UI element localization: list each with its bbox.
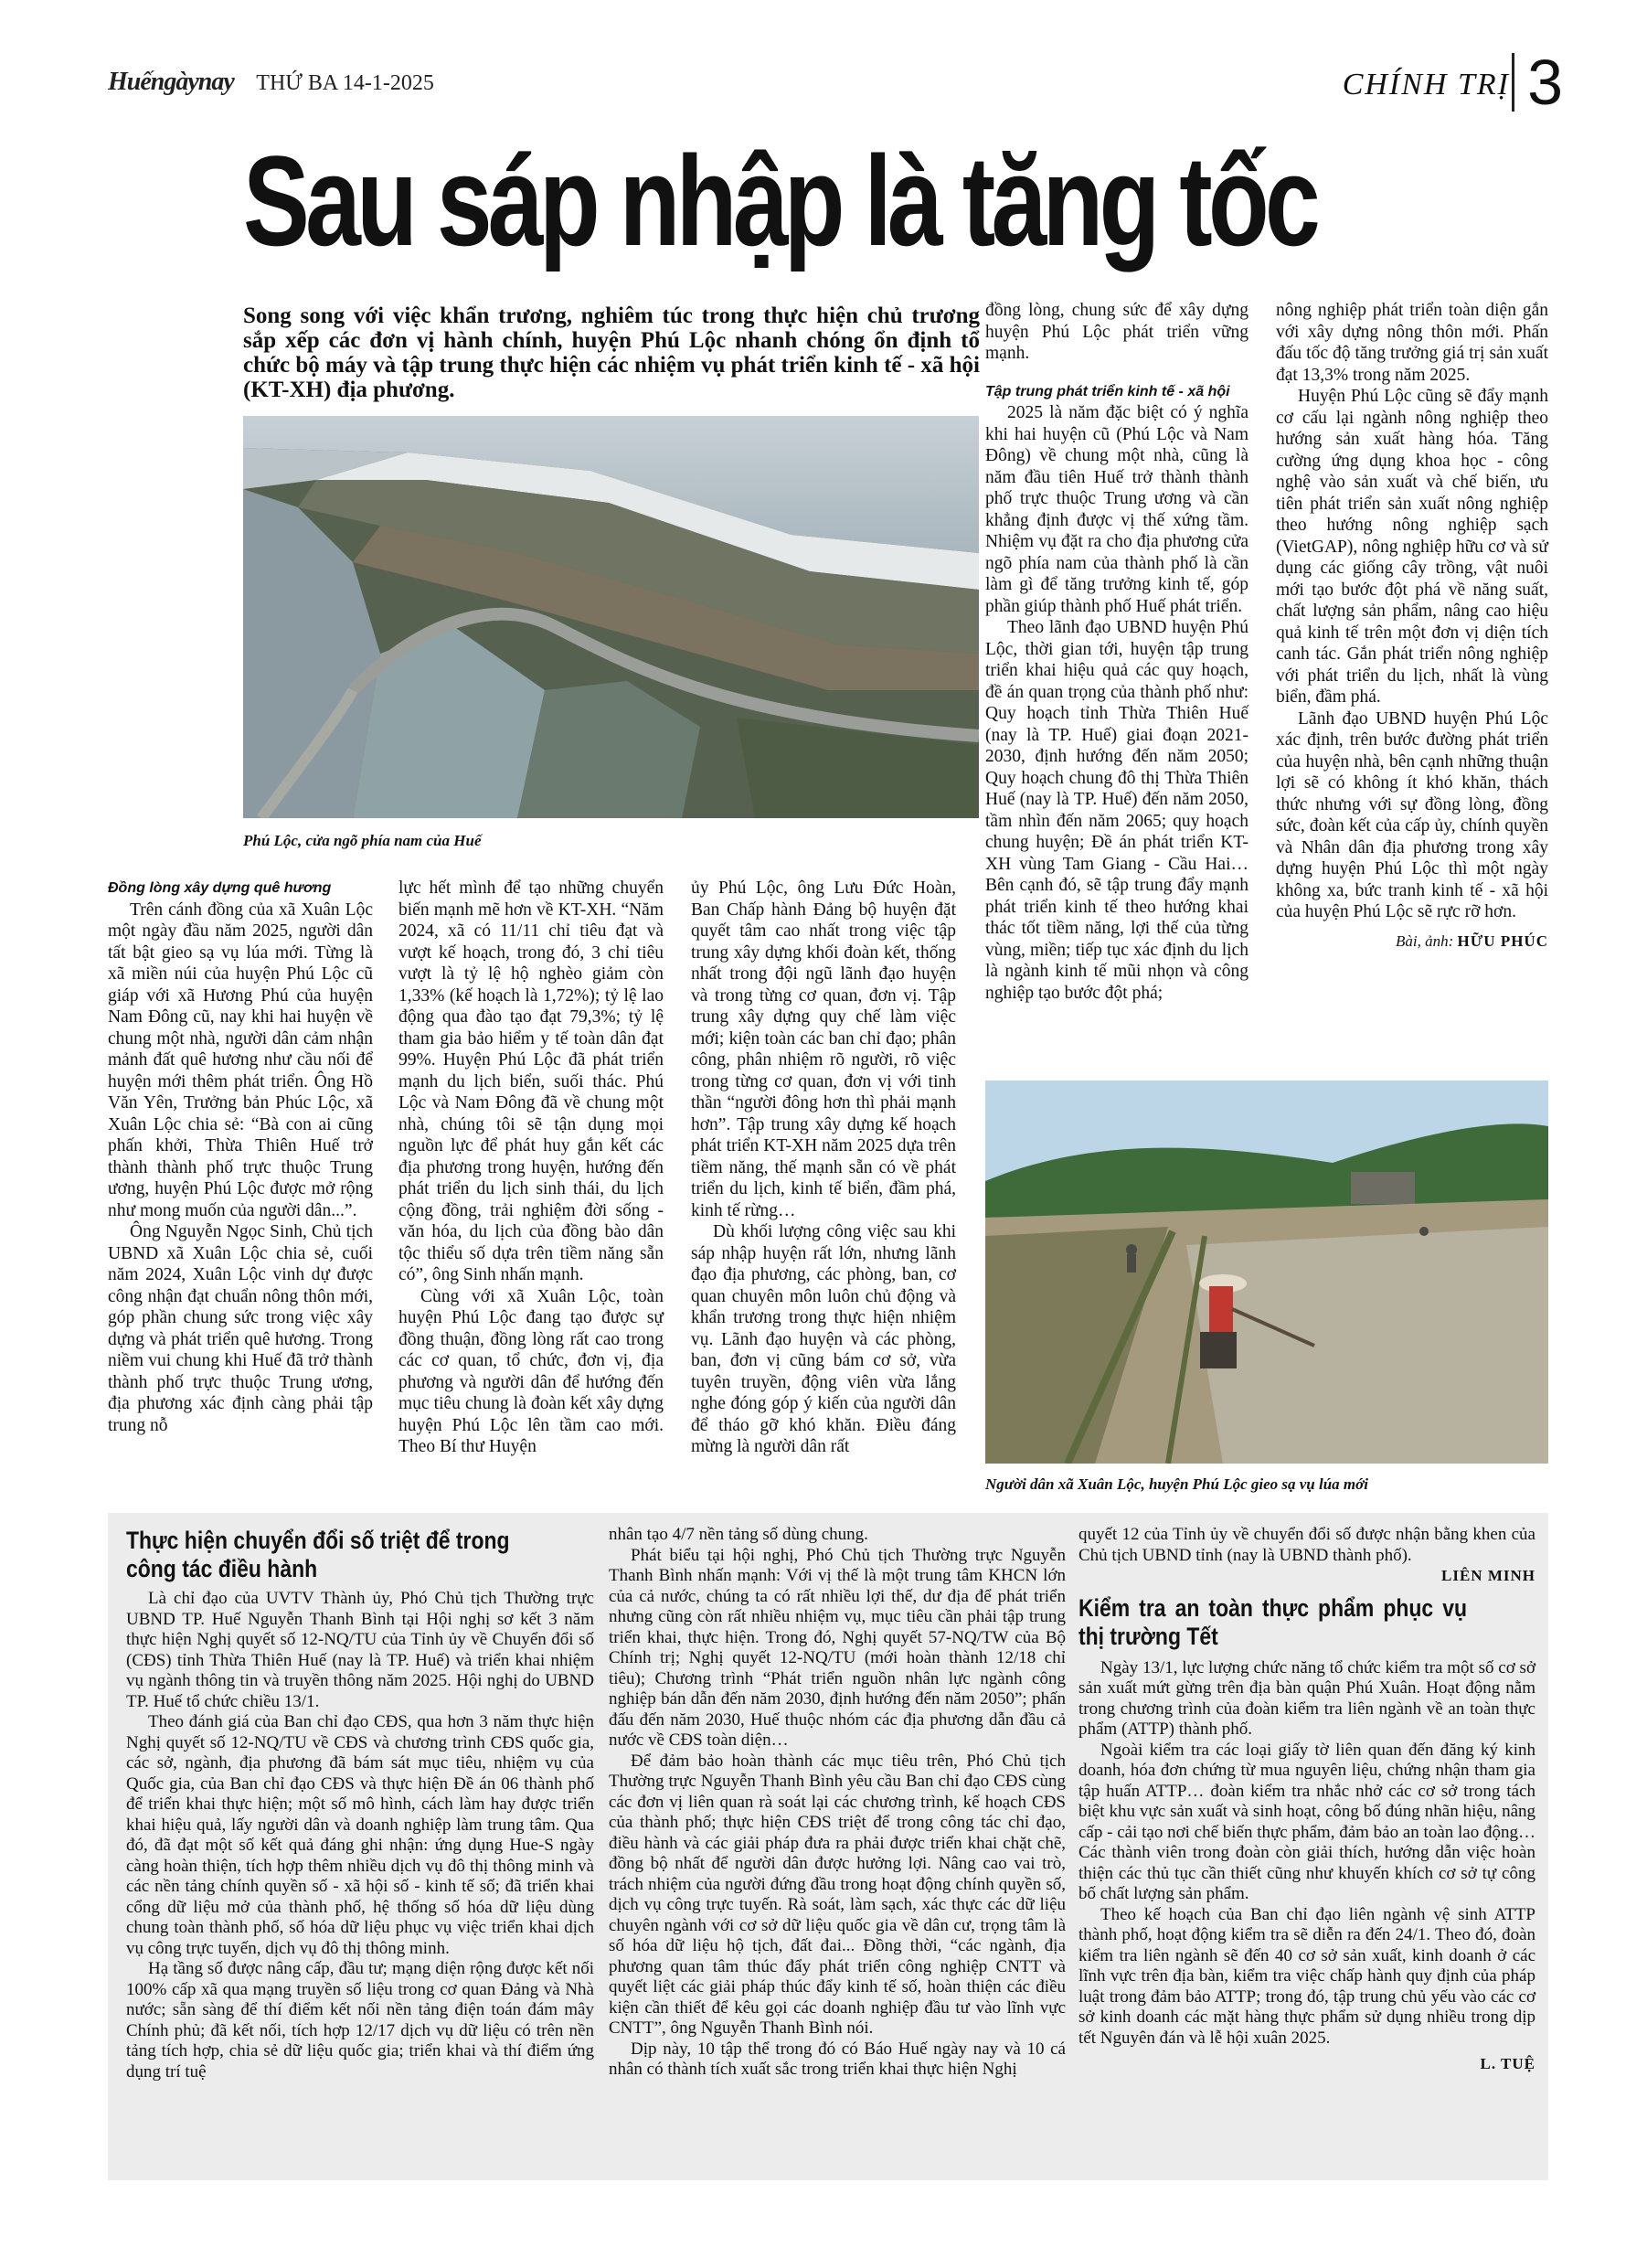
masthead bbox=[108, 68, 434, 97]
subhead-2: Tập trung phát triển kinh tế - xã hội bbox=[985, 383, 1230, 399]
paragraph: quyết 12 của Tỉnh ủy về chuyển đổi số được nhận bằng khen của Chủ tịch UBND tỉnh (nay là UBND thành phố). bbox=[1079, 1525, 1535, 1565]
subhead-1: Đồng lòng xây dựng quê hương bbox=[108, 880, 332, 896]
paragraph: nhân tạo 4/7 nền tảng số dùng chung. bbox=[609, 1525, 868, 1544]
article-column-3 bbox=[691, 878, 956, 1458]
box2-signature: L. TUỆ bbox=[1480, 2055, 1535, 2072]
paragraph: Trên cánh đồng của xã Xuân Lộc một ngày đầu năm 2025, người dân tất bật gieo sạ vụ lúa mới. Từng là xã miền núi của huyện Phú Lộc cũ giáp với xã Hương Phú của huyện Nam Đông cũ, nay khi hai huyện về chung một nhà, người dân cảm nhận mảnh đất quê hương như cầu nối để huyện mới thêm phát triển. Ông Hồ Văn Yên, Trưởng bản Phúc Lộc, xã Xuân Lộc chia sẻ: “Bà con ai cũng phấn khởi, Thừa Thiên Huế trở thành thành phố trực thuộc Trung ương, huyện Phú Lộc được mở rộng như mong muốn của người dân...”. bbox=[108, 900, 373, 1220]
paragraph: Phát biểu tại hội nghị, Phó Chủ tịch Thường trực Nguyễn Thanh Bình nhấn mạnh: Với vị thế là một trung tâm KHCN lớn của cả nước, chúng ta có rất nhiều lợi thế, dư địa để phát triển nhưng cũng còn rất nhiều nhiệm vụ, mục tiêu cần phải tập trung triển khai, thực hiện. Trong đó, Nghị quyết 57-NQ/TW của Bộ Chính trị; Nghị quyết 12-NQ/TU (mới hoàn thành 12/18 chỉ tiêu); Chương trình “Phát triển nguồn nhân lực ngành công nghiệp bán dẫn đến năm 2030, định hướng đến năm 2050”; phấn đấu đến năm 2030, Huế thuộc nhóm các địa phương dẫn đầu cả nước về CĐS toàn diện… bbox=[609, 1545, 1066, 1750]
paragraph: Dịp này, 10 tập thể trong đó có Báo Huế ngày nay và 10 cá nhân có thành tích xuất sắc trong triển khai thực hiện Nghị bbox=[609, 2039, 1066, 2079]
paragraph: Huyện Phú Lộc cũng sẽ đẩy mạnh cơ cấu lại ngành nông nghiệp theo hướng sản xuất hàng hóa. Tăng cường ứng dụng khoa học - công nghệ vào sản xuất và chế biến, ưu tiên phát triển sản xuất nông nghiệp theo hướng nông nghiệp sạch (VietGAP), nông nghiệp hữu cơ và sử dụng các giống cây trồng, vật nuôi mới tạo bước đột phá về năng suất, chất lượng sản phẩm, nâng cao hiệu quả kinh tế trên một đơn vị diện tích canh tác. Gắn phát triển nông nghiệp với phát triển du lịch, nhất là vùng biển, đầm phá. bbox=[1276, 387, 1548, 707]
aerial-photo bbox=[243, 416, 979, 818]
aerial-photo-illustration bbox=[243, 416, 979, 818]
rice-field-photo bbox=[985, 1081, 1548, 1464]
paragraph: nông nghiệp phát triển toàn diện gắn với xây dựng nông thôn mới. Phấn đấu tốc độ tăng trưởng giá trị sản xuất đạt 13,3% trong năm 2025. bbox=[1276, 301, 1548, 385]
article-column-5 bbox=[1276, 300, 1548, 952]
page-number: 3 bbox=[1512, 53, 1563, 112]
paragraph: Là chỉ đạo của UVTV Thành ủy, Phó Chủ tịch Thường trực UBND TP. Huế Nguyễn Thanh Bình tại Hội nghị sơ kết 3 năm thực hiện Nghị quyết số 12-NQ/TU của Tỉnh ủy về Chuyển đổi số (CĐS) tỉnh Thừa Thiên Huế (nay là TP. Huế) và triển khai nhiệm vụ ngành thông tin và truyền thông năm 2025. Hội nghị do UBND TP. Huế tổ chức chiều 13/1. bbox=[126, 1589, 594, 1711]
box2-body bbox=[1079, 1658, 1535, 2050]
photo2-caption: Người dân xã Xuân Lộc, huyện Phú Lộc gieo sạ vụ lúa mới bbox=[985, 1475, 1368, 1493]
byline-prefix: Bài, ảnh: bbox=[1396, 932, 1454, 950]
byline bbox=[1276, 931, 1548, 953]
article-column-1 bbox=[108, 878, 373, 1436]
paragraph: 2025 là năm đặc biệt có ý nghĩa khi hai huyện cũ (Phú Lộc và Nam Đông) về chung một nhà, cũng là năm đầu tiên Huế trở thành thành phố trực thuộc Trung ương và cần khẳng định được vị thế xứng tầm. Nhiệm vụ đặt ra cho địa phương cửa ngõ phía nam của thành phố là cần làm gì để tăng trưởng kinh tế, góp phần giúp thành phố Huế phát triển. bbox=[985, 403, 1249, 616]
paragraph: Lãnh đạo UBND huyện Phú Lộc xác định, trên bước đường phát triển của huyện nhà, bên cạnh những thuận lợi sẽ có không ít khó khăn, thách thức nhưng với sự đồng lòng, đồng sức, đoàn kết của cấp ủy, chính quyền và Nhân dân địa phương trong xây dựng huyện Phú Lộc thì một ngày không xa, bức tranh kinh tế - xã hội của huyện Phú Lộc sẽ rực rỡ hơn. bbox=[1276, 708, 1548, 921]
box1-signature: LIÊN MINH bbox=[1441, 1567, 1535, 1584]
paragraph: Theo lãnh đạo UBND huyện Phú Lộc, thời gian tới, huyện tập trung triển khai hiệu quả các quy hoạch, đề án quan trọng của thành phố như: Quy hoạch tỉnh Thừa Thiên Huế (nay là TP. Huế) giai đoạn 2021-2030, định hướng đến năm 2050; Quy hoạch chung đô thị Thừa Thiên Huế (nay là TP. Huế) đến năm 2050, tầm nhìn đến năm 2065; quy hoạch chung huyện; Đề án phát triển KT-XH vùng Tam Giang - Cầu Hai… Bên cạnh đó, sẽ tập trung đẩy mạnh phát triển kinh tế theo hướng khai thác tốt tiềm năng, lợi thế của từng vùng, miền; tiếp tục xác định du lịch là ngành kinh tế mũi nhọn và công nghiệp tạo bước đột phá; bbox=[985, 618, 1249, 1003]
byline-author: HỮU PHÚC bbox=[1457, 932, 1548, 950]
paragraph: ủy Phú Lộc, ông Lưu Đức Hoàn, Ban Chấp hành Đảng bộ huyện đặt quyết tâm cao nhất trong việc tập trung xây dựng khối đoàn kết, thống nhất trong đội ngũ lãnh đạo huyện và trong từng cơ quan, đơn vị. Tập trung xây dựng quy chế làm việc mới; kiện toàn các ban chỉ đạo; phân công, phân nhiệm rõ người, rõ việc trong từng cơ quan, đơn vị với tinh thần “người đông hơn thì phải mạnh hơn”. Tập trung xây dựng kế hoạch phát triển KT-XH năm 2025 dựa trên tiềm năng, thế mạnh sẵn có về phát triển du lịch, kinh tế biển, đầm phá, kinh tế rừng… bbox=[691, 878, 956, 1220]
paragraph: Ngoài kiểm tra các loại giấy tờ liên quan đến đăng ký kinh doanh, hóa đơn chứng từ mua nguyên liệu, chứng nhận tham gia tập huấn ATTP… đoàn kiểm tra nhắc nhở các cơ sở trong tách biệt khu vực sản xuất và sinh hoạt, công bố đúng nhãn hiệu, nâng cấp - cải tạo nơi chế biến thực phẩm, đảm bảo an toàn lao động… Các thành viên trong đoàn còn giải thích, hướng dẫn việc hoàn thiện các thủ tục cần thiết cũng như khuyến khích cơ sở tự công bố chất lượng sản phẩm. bbox=[1079, 1740, 1535, 1903]
box1-title: Thực hiện chuyển đổi số triệt để trong công tác điều hành bbox=[126, 1527, 510, 1582]
section-name: CHÍNH TRỊ bbox=[1342, 68, 1510, 101]
box1-title-wrap bbox=[126, 1527, 601, 1583]
article-column-4 bbox=[985, 300, 1249, 1004]
photo1-caption: Phú Lộc, cửa ngõ phía nam của Huế bbox=[243, 832, 482, 849]
paragraph: đồng lòng, chung sức để xây dựng huyện Phú Lộc phát triển vững mạnh. bbox=[985, 301, 1249, 363]
paragraph: Theo đánh giá của Ban chỉ đạo CĐS, qua hơn 3 năm thực hiện Nghị quyết số 12-NQ/TU về CĐS và chương trình CĐS quốc gia, các sở, ngành, địa phương đã bám sát mục tiêu, nhiệm vụ của Quốc gia, của Ban chỉ đạo CĐS và thực hiện Đề án 06 thành phố để triển khai thực hiện; một số mô hình, cách làm hay được triển khai hiệu quả, lấy người dân và doanh nghiệp làm trung tâm. Qua đó, đã đạt một số kết quả đáng ghi nhận: ứng dụng Hue-S ngày càng hoàn thiện, tích hợp thêm nhiều dịch vụ đô thị thông minh và các nền tảng chính quyền số - xã hội số - kinh tế số; đã triển khai cổng dữ liệu mở của thành phố, hệ thống số hóa dữ liệu dùng chung toàn thành phố, số hóa dữ liệu phục vụ việc triển khai dịch vụ công trực tuyến, dịch vụ đô thị thông minh. bbox=[126, 1712, 594, 1958]
box2-title: Kiểm tra an toàn thực phẩm phục vụ thị trường Tết bbox=[1079, 1593, 1467, 1650]
paragraph: lực hết mình để tạo những chuyển biến mạnh mẽ hơn về KT-XH. “Năm 2024, xã có 11/11 chỉ tiêu đạt và vượt kế hoạch, trong đó, 3 chỉ tiêu vượt là tỷ lệ hộ nghèo giảm còn 1,33% (kế hoạch là 1,72%); tỷ lệ lao động qua đào tạo đạt 79,3%; tỷ lệ tham gia bảo hiểm y tế toàn dân đạt 99%. Huyện Phú Lộc đã phát triển mạnh du lịch biển, suối thác. Phú Lộc và Nam Đông đã về chung một nhà, chúng tôi sẽ tận dụng mọi nguồn lực để phát huy gắn kết các địa phương trong huyện, hướng đến phát triển du lịch sinh thái, du lịch cộng đồng, trải nghiệm đời sống - văn hóa, du lịch của đồng bào dân tộc thiểu số dựa trên tiềm năng sẵn có”, ông Sinh nhấn mạnh. bbox=[398, 878, 664, 1284]
paragraph: Để đảm bảo hoàn thành các mục tiêu trên, Phó Chủ tịch Thường trực Nguyễn Thanh Bình yêu cầu Ban chỉ đạo CĐS cùng các đơn vị liên quan rà soát lại các chương trình, kế hoạch CĐS của thành phố; thực hiện CĐS triệt để trong công tác chỉ đạo, điều hành và các giải pháp đưa ra phải được triển khai chặt chẽ, đồng bộ nhất để người dân được hưởng lợi. Nâng cao vai trò, trách nhiệm của người đứng đầu trong hoạt động chính quyền số, dịch vụ công trực tuyến. Rà soát, làm sạch, xác thực các dữ liệu chuyên ngành với cơ sở dữ liệu quốc gia về dân cư, trọng tâm là số hóa dữ liệu hộ tịch, đất đai... Đồng thời, “các ngành, địa phương quan tâm thúc đẩy phát triển công nghiệp CNTT và quyết liệt các giải pháp thúc đẩy kinh tế số, hoàn thiện các điều kiện cần thiết để kêu gọi các doanh nghiệp đầu tư vào lĩnh vực CNTT”, ông Nguyễn Thanh Bình nói. bbox=[609, 1751, 1066, 2038]
box1-column-c bbox=[1079, 1525, 1535, 2075]
paragraph: Cùng với xã Xuân Lộc, toàn huyện Phú Lộc đang tạo được sự đồng thuận, đồng lòng rất cao trong các cơ quan, tổ chức, đơn vị, địa phương và người dân để hướng đến mục tiêu chung là đoàn kết xây dựng huyện Phú Lộc lên tầm cao mới. Theo Bí thư Huyện bbox=[398, 1286, 664, 1456]
paragraph: Hạ tầng số được nâng cấp, đầu tư; mạng diện rộng được kết nối 100% cấp xã qua mạng truyền số liệu trong cơ quan Đảng và Nhà nước; sẵn sàng để thí điểm kết nối nền tảng điện toán đám mây Chính phủ; đã kết nối, tích hợp 12/17 dịch vụ dữ liệu có trên nền tảng tích hợp, chia sẻ dữ liệu quốc gia; triển khai và thí điểm ứng dụng trí tuệ bbox=[126, 1959, 594, 2082]
rice-field-illustration bbox=[985, 1081, 1548, 1464]
issue-date: THỨ BA 14-1-2025 bbox=[256, 71, 434, 95]
article-column-2 bbox=[398, 878, 664, 1458]
newspaper-logo: Huếngàynay bbox=[108, 68, 234, 96]
box1-column-b bbox=[609, 1525, 1066, 2081]
lead-paragraph: Song song với việc khẩn trương, nghiêm túc trong thực hiện chủ trương sắp xếp các đơn vị hành chính, huyện Phú Lộc nhanh chóng ổn định tổ chức bộ máy và tập trung thực hiện các nhiệm vụ phát triển kinh tế - xã hội (KT-XH) địa phương. bbox=[243, 303, 980, 402]
paragraph: Dù khối lượng công việc sau khi sáp nhập huyện rất lớn, nhưng lãnh đạo địa phương, các phòng, ban, cơ quan chuyên môn luôn chủ động và khẩn trương trong thực hiện nhiệm vụ. Lãnh đạo huyện và các phòng, ban, đơn vị cũng bám cơ sở, vừa tuyên truyền, động viên vừa lắng nghe đóng góp ý kiến của người dân để tháo gỡ khó khăn. Điều đáng mừng là người dân rất bbox=[691, 1222, 956, 1456]
headline: Sau sáp nhập là tăng tốc bbox=[243, 129, 1317, 272]
paragraph: Ngày 13/1, lực lượng chức năng tổ chức kiểm tra một số cơ sở sản xuất mứt gừng trên địa bàn quận Phú Xuân. Hoạt động nằm trong chương trình của đoàn kiểm tra liên ngành về an toàn thực phẩm (ATTP) thành phố. bbox=[1079, 1657, 1535, 1739]
box1-column-a bbox=[126, 1589, 594, 2082]
paragraph: Ông Nguyễn Ngọc Sinh, Chủ tịch UBND xã Xuân Lộc chia sẻ, cuối năm 2024, Xuân Lộc vinh dự được công nhận đạt chuẩn nông thôn mới, góp phần chung sức trong việc xây dựng và phát triển quê hương. Trong niềm vui chung khi Huế đã trở thành thành phố trực thuộc Trung ương, địa phương xác định càng phải tập trung nỗ bbox=[108, 1222, 373, 1435]
paragraph: Theo kế hoạch của Ban chỉ đạo liên ngành vệ sinh ATTP thành phố, hoạt động kiểm tra sẽ diễn ra đến 24/1. Theo đó, đoàn kiểm tra liên ngành sẽ đến 40 cơ sở sản xuất, kinh doanh ở các lĩnh vực trên địa bàn, kiểm tra việc chấp hành quy định của pháp luật trong đảm bảo ATTP; trong đó, tập trung chủ yếu vào các cơ sở kinh doanh các mặt hàng thực phẩm sử dụng nhiều trong dịp tết Nguyên đán và lễ hội xuân 2025. bbox=[1079, 1904, 1535, 2048]
